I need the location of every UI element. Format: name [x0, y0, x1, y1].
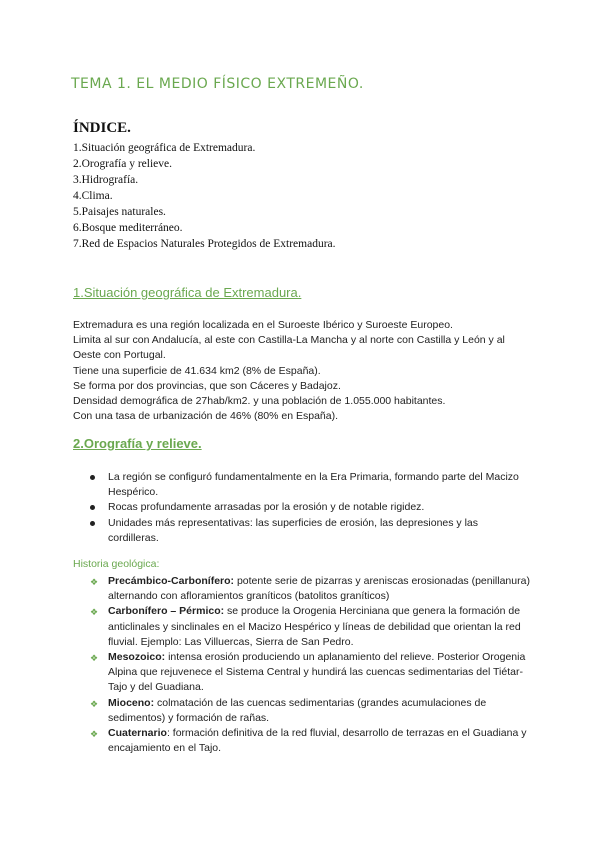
history-term: Cuaternario — [108, 727, 167, 740]
history-item — [90, 650, 530, 696]
section1-paragraph — [73, 318, 533, 424]
history-text: : formación definitiva de la red fluvial, desarrollo de terrazas en el Guadiana y encajamiento en el Tajo. — [108, 727, 527, 755]
index-item: 4.Clima. — [73, 190, 113, 202]
diamond-bullet-icon: ❖ — [90, 607, 99, 618]
page-title: TEMA 1. EL MEDIO FÍSICO EXTREMEÑO. — [71, 76, 364, 92]
index-item: 3.Hidrografía. — [73, 174, 139, 186]
diamond-bullet-icon: ❖ — [90, 653, 99, 664]
history-item — [90, 604, 530, 650]
bullet-text: Unidades más representativas: las superficies de erosión, las depresiones y las cordilleras. — [108, 516, 479, 544]
bullet-dot-icon — [90, 475, 95, 480]
bullet-text: La región se configuró fundamentalmente en la Era Primaria, formando parte del Macizo Hespérico. — [108, 471, 519, 499]
index-item: 1.Situación geográfica de Extremadura. — [73, 142, 256, 154]
history-item — [90, 696, 530, 726]
paragraph-line: Con una tasa de urbanización de 46% (80% en España). — [73, 410, 339, 423]
paragraph-line: Densidad demográfica de 27hab/km2. y una población de 1.055.000 habitantes. — [73, 395, 446, 408]
paragraph-line: Se forma por dos provincias, que son Cáceres y Badajoz. — [73, 379, 341, 392]
history-heading: Historia geológica: — [73, 558, 160, 570]
history-term: Mesozoico: — [108, 651, 166, 664]
bullet-item — [90, 500, 520, 515]
index-heading: ÍNDICE. — [73, 120, 131, 136]
section2-heading: 2.Orografía y relieve. — [73, 436, 202, 451]
section1-heading: 1.Situación geográfica de Extremadura. — [73, 285, 302, 300]
history-text: colmatación de las cuencas sedimentarias (grandes acumulaciones de sedimentos) y formación de rañas. — [108, 696, 487, 724]
bullet-item — [90, 516, 520, 546]
history-item — [90, 574, 530, 604]
history-text: intensa erosión produciendo un aplanamiento del relieve. Posterior Orogenia Alpina que rejuvenece el Sistema Central y hundirá las cuencas sedimentarias del Tiétar-Tajo y del Guadiana. — [108, 651, 526, 694]
history-text: potente serie de pizarras y areniscas erosionadas (penillanura) alternando con afloramientos graníticos (batolitos graníticos) — [108, 575, 530, 603]
diamond-bullet-icon: ❖ — [90, 729, 99, 740]
index-item: 5.Paisajes naturales. — [73, 206, 166, 218]
bullet-dot-icon — [90, 505, 95, 510]
history-list — [90, 574, 530, 756]
diamond-bullet-icon: ❖ — [90, 698, 99, 709]
history-item — [90, 726, 530, 756]
index-item: 7.Red de Espacios Naturales Protegidos de Extremadura. — [73, 238, 336, 250]
paragraph-line: Extremadura es una región localizada en el Suroeste Ibérico y Suroeste Europeo. — [73, 319, 453, 331]
history-term: Precámbico-Carbonífero: — [108, 575, 235, 587]
history-term: Carbonífero – Pérmico: — [108, 605, 225, 618]
index-list — [73, 140, 336, 252]
diamond-bullet-icon: ❖ — [90, 577, 99, 587]
index-item: 6.Bosque mediterráneo. — [73, 222, 183, 234]
bullet-dot-icon — [90, 521, 95, 526]
bullet-list — [90, 470, 520, 546]
history-text: se produce la Orogenia Herciniana que genera la formación de anticlinales y sinclinales en el Macizo Hespérico y líneas de debilidad que orientan la red fluvial. Ejemplo: Las Villuercas, Sierra de San Pedro. — [108, 605, 521, 648]
bullet-text: Rocas profundamente arrasadas por la erosión y de notable rigidez. — [108, 501, 425, 514]
bullet-item — [90, 470, 520, 500]
paragraph-line: Tiene una superficie de 41.634 km2 (8% de España). — [73, 364, 321, 377]
index-item: 2.Orografía y relieve. — [73, 158, 172, 170]
history-term: Mioceno: — [108, 696, 155, 709]
paragraph-line: Limita al sur con Andalucía, al este con Castilla-La Mancha y al norte con Castilla y León y al Oeste con Portugal. — [73, 334, 505, 362]
